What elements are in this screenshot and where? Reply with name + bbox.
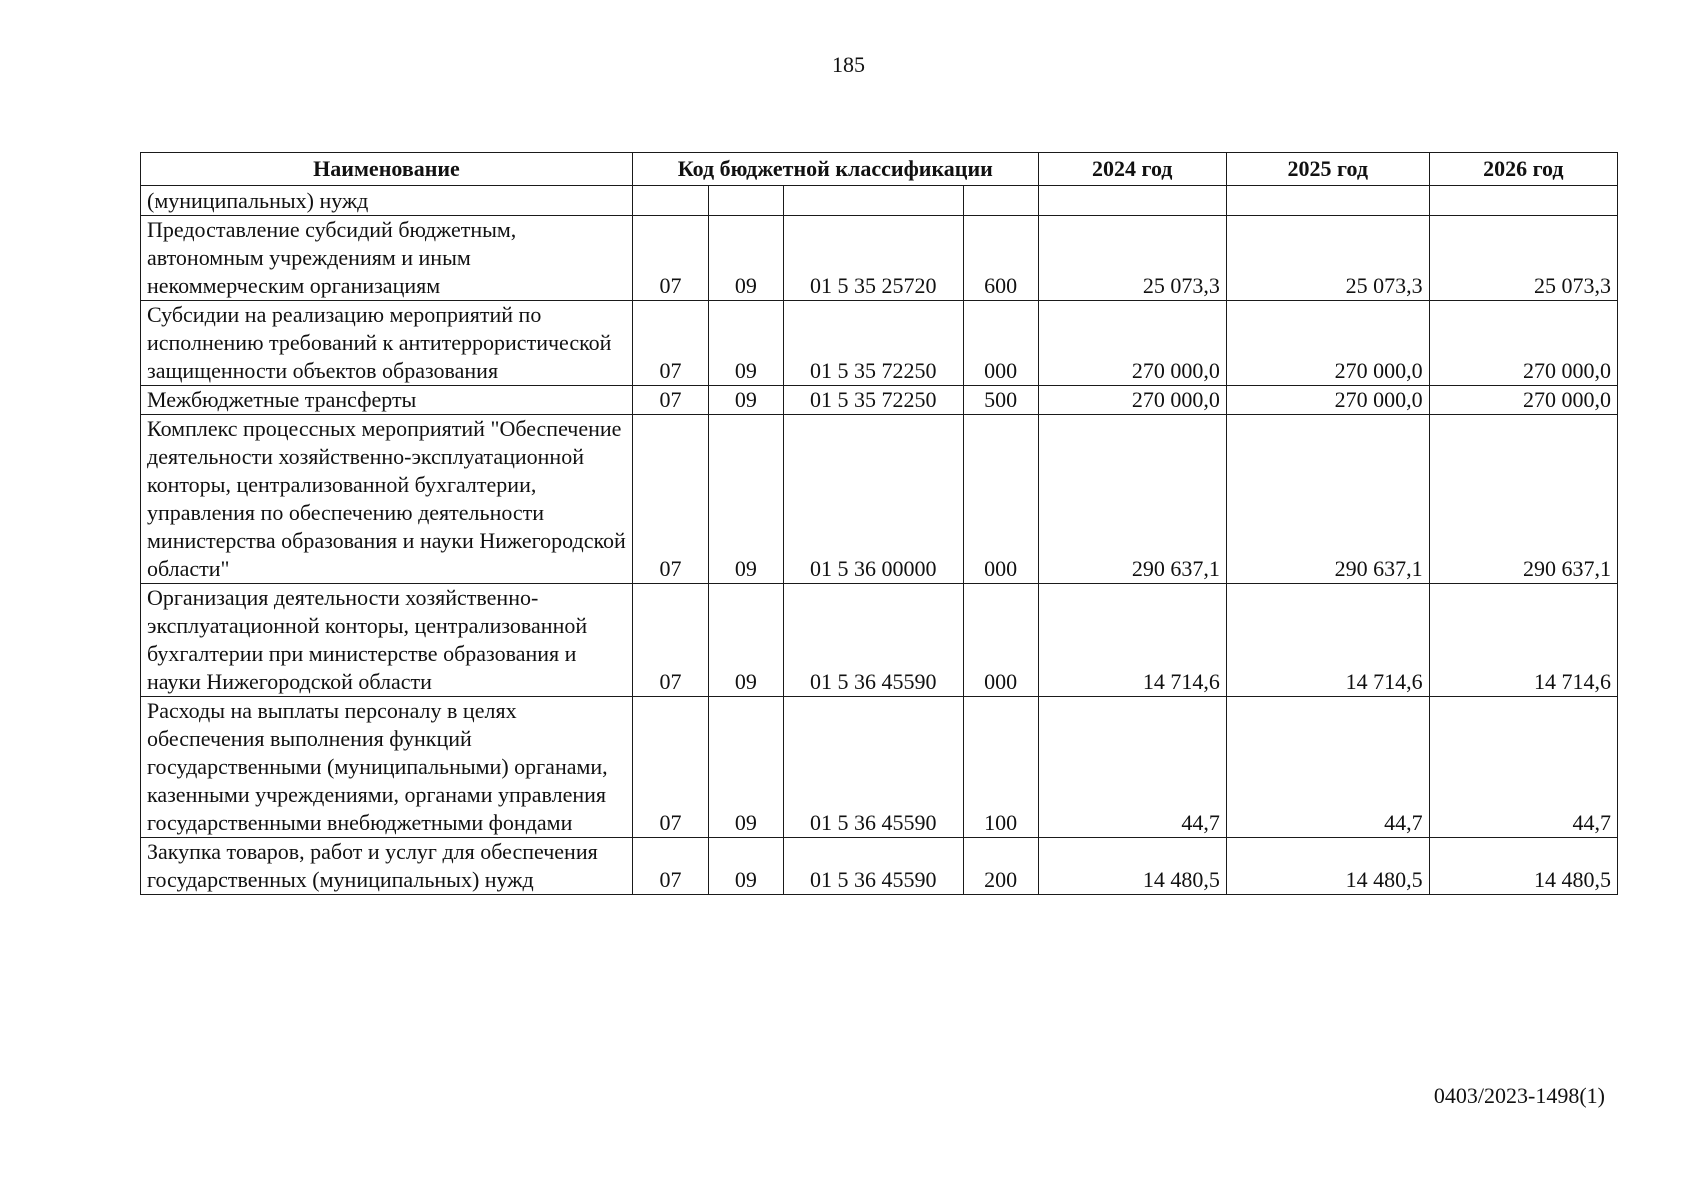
row-target-code — [783, 186, 963, 216]
row-value-2026: 14 480,5 — [1429, 838, 1617, 895]
row-name: Предоставление субсидий бюджетным, автономным учреждениям и иным некоммерческим организациям — [141, 216, 633, 301]
row-value-2024: 290 637,1 — [1038, 415, 1226, 584]
row-value-2025: 290 637,1 — [1226, 415, 1429, 584]
table-row — [141, 838, 1618, 895]
row-value-2026: 270 000,0 — [1429, 386, 1617, 415]
row-section: 07 — [632, 415, 708, 584]
row-name: Организация деятельности хозяйственно-эксплуатационной конторы, централизованной бухгалтерии при министерстве образования и науки Нижегородской области — [141, 584, 633, 697]
row-section: 07 — [632, 301, 708, 386]
row-target-code: 01 5 35 72250 — [783, 386, 963, 415]
row-value-2025: 270 000,0 — [1226, 386, 1429, 415]
table-row — [141, 386, 1618, 415]
header-2024: 2024 год — [1038, 153, 1226, 186]
table-row — [141, 584, 1618, 697]
row-value-2026: 44,7 — [1429, 697, 1617, 838]
row-subsection: 09 — [708, 584, 783, 697]
header-2026: 2026 год — [1429, 153, 1617, 186]
row-value-2026: 270 000,0 — [1429, 301, 1617, 386]
row-subsection: 09 — [708, 301, 783, 386]
table-row — [141, 301, 1618, 386]
row-name: (муниципальных) нужд — [141, 186, 633, 216]
row-value-2026: 14 714,6 — [1429, 584, 1617, 697]
row-target-code: 01 5 36 00000 — [783, 415, 963, 584]
row-subsection: 09 — [708, 386, 783, 415]
row-section: 07 — [632, 697, 708, 838]
header-name: Наименование — [141, 153, 633, 186]
row-subsection: 09 — [708, 415, 783, 584]
table-header-row — [141, 153, 1618, 186]
row-value-2026 — [1429, 186, 1617, 216]
row-value-2024: 14 714,6 — [1038, 584, 1226, 697]
table-row — [141, 216, 1618, 301]
row-value-2026: 290 637,1 — [1429, 415, 1617, 584]
row-value-2024: 44,7 — [1038, 697, 1226, 838]
row-name: Расходы на выплаты персоналу в целях обеспечения выполнения функций государственными (муниципальными) органами, казенными учреждениями, органами управления государственными внебюджетными фондами — [141, 697, 633, 838]
row-expense-type: 000 — [963, 415, 1038, 584]
row-value-2024: 14 480,5 — [1038, 838, 1226, 895]
row-value-2024: 270 000,0 — [1038, 386, 1226, 415]
table-row — [141, 415, 1618, 584]
row-subsection: 09 — [708, 697, 783, 838]
row-value-2025: 14 714,6 — [1226, 584, 1429, 697]
row-subsection — [708, 186, 783, 216]
row-expense-type: 500 — [963, 386, 1038, 415]
row-name: Межбюджетные трансферты — [141, 386, 633, 415]
row-section — [632, 186, 708, 216]
row-name: Субсидии на реализацию мероприятий по исполнению требований к антитеррористической защищенности объектов образования — [141, 301, 633, 386]
row-expense-type: 200 — [963, 838, 1038, 895]
row-value-2025: 14 480,5 — [1226, 838, 1429, 895]
row-expense-type: 100 — [963, 697, 1038, 838]
row-target-code: 01 5 36 45590 — [783, 697, 963, 838]
row-value-2026: 25 073,3 — [1429, 216, 1617, 301]
row-section: 07 — [632, 216, 708, 301]
row-subsection: 09 — [708, 216, 783, 301]
row-target-code: 01 5 35 72250 — [783, 301, 963, 386]
row-value-2024: 25 073,3 — [1038, 216, 1226, 301]
page-number: 185 — [832, 52, 865, 77]
row-expense-type: 000 — [963, 584, 1038, 697]
row-section: 07 — [632, 584, 708, 697]
header-code: Код бюджетной классификации — [632, 153, 1038, 186]
document-number: 0403/2023-1498(1) — [1433, 1083, 1605, 1108]
row-value-2025: 270 000,0 — [1226, 301, 1429, 386]
row-name: Закупка товаров, работ и услуг для обеспечения государственных (муниципальных) нужд — [141, 838, 633, 895]
row-target-code: 01 5 36 45590 — [783, 584, 963, 697]
row-value-2024: 270 000,0 — [1038, 301, 1226, 386]
row-value-2024 — [1038, 186, 1226, 216]
row-value-2025: 25 073,3 — [1226, 216, 1429, 301]
row-value-2025: 44,7 — [1226, 697, 1429, 838]
row-target-code: 01 5 36 45590 — [783, 838, 963, 895]
row-value-2025 — [1226, 186, 1429, 216]
header-2025: 2025 год — [1226, 153, 1429, 186]
row-target-code: 01 5 35 25720 — [783, 216, 963, 301]
row-section: 07 — [632, 386, 708, 415]
budget-table — [140, 152, 1618, 895]
row-section: 07 — [632, 838, 708, 895]
row-expense-type: 000 — [963, 301, 1038, 386]
row-subsection: 09 — [708, 838, 783, 895]
row-expense-type — [963, 186, 1038, 216]
table-row — [141, 697, 1618, 838]
row-name: Комплекс процессных мероприятий "Обеспечение деятельности хозяйственно-эксплуатационной конторы, централизованной бухгалтерии, управления по обеспечению деятельности министерства образования и науки Нижегородской области" — [141, 415, 633, 584]
row-expense-type: 600 — [963, 216, 1038, 301]
table-row — [141, 186, 1618, 216]
